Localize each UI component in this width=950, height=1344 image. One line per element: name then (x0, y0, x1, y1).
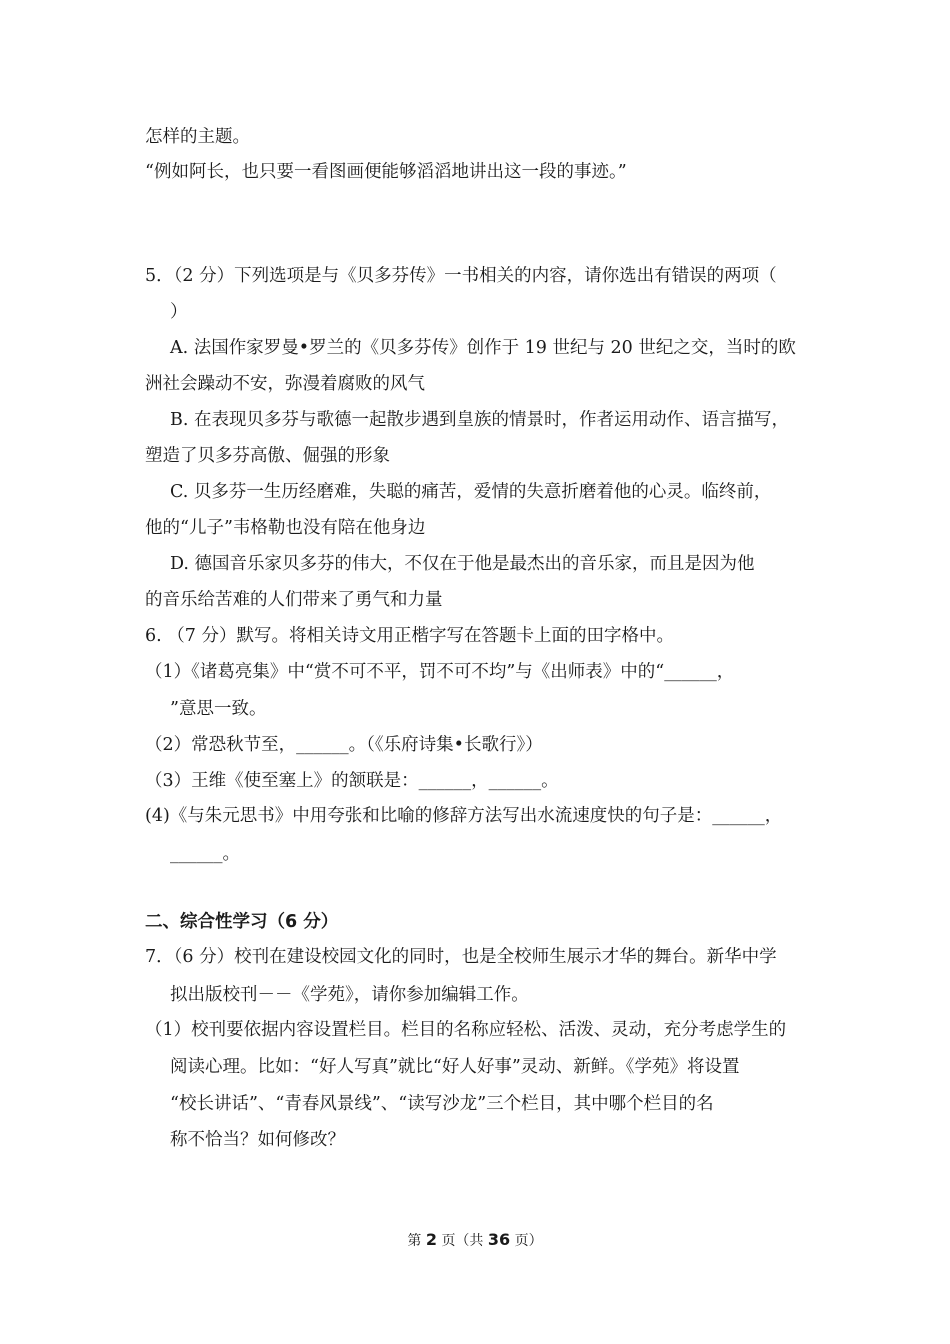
text-line: 洲社会躁动不安，弥漫着腐败的风气 (145, 374, 425, 394)
text-line: (4)《与朱元思书》中用夸张和比喻的修辞方法写出水流速度快的句子是：______， (145, 806, 783, 826)
text-line: 拟出版校刊－－《学苑》，请你参加编辑工作。 (170, 985, 529, 1005)
text-line: （3）王维《使至塞上》的颔联是：______，______。 (145, 771, 559, 791)
page-total: 36 (487, 1230, 511, 1249)
footer-mid: 页（共 (441, 1233, 484, 1249)
page-number: 2 (425, 1230, 437, 1249)
text-line: ） (170, 302, 188, 322)
text-line: 的音乐给苦难的人们带来了勇气和力量 (145, 590, 443, 610)
option-d: D. 德国音乐家贝多芬的伟大，不仅在于他是最杰出的音乐家，而且是因为他 (170, 554, 755, 574)
text-line: ______。 (170, 844, 240, 864)
text-line: ”意思一致。 (170, 699, 267, 719)
page-footer (0, 1230, 950, 1251)
question-5-stem: 5．（2 分）下列选项是与《贝多芬传》一书相关的内容，请你选出有错误的两项（ (145, 266, 777, 286)
text-line: “例如阿长，也只要一看图画便能够滔滔地讲出这一段的事迹。” (145, 162, 627, 182)
text-line: “校长讲话”、“青春风景线”、“读写沙龙”三个栏目，其中哪个栏目的名 (170, 1094, 714, 1114)
text-line: 塑造了贝多芬高傲、倔强的形象 (145, 446, 390, 466)
footer-suffix: 页） (514, 1233, 543, 1249)
text-line: 他的“儿子”韦格勒也没有陪在他身边 (145, 518, 426, 538)
question-7-stem: 7．（6 分）校刊在建设校园文化的同时，也是全校师生展示才华的舞台。新华中学 (145, 947, 777, 967)
option-c: C. 贝多芬一生历经磨难，失聪的痛苦，爱情的失意折磨着他的心灵。临终前， (170, 482, 772, 502)
option-a: A. 法国作家罗曼•罗兰的《贝多芬传》创作于 19 世纪与 20 世纪之交，当时的欧 (170, 338, 796, 358)
text-line: （1）校刊要依据内容设置栏目。栏目的名称应轻松、活泼、灵动，充分考虑学生的 (145, 1020, 787, 1040)
text-line: （1）《诸葛亮集》中“赏不可不平，罚不可不均”与《出师表》中的“______， (145, 662, 735, 682)
text-line: 怎样的主题。 (145, 127, 250, 147)
text-line: 称不恰当？如何修改？ (170, 1130, 345, 1150)
section-heading: 二、综合性学习（6 分） (145, 912, 339, 932)
text-line: 阅读心理。比如：“好人写真”就比“好人好事”灵动、新鲜。《学苑》将设置 (170, 1057, 740, 1077)
footer-prefix: 第 (407, 1233, 422, 1249)
text-line: （2）常恐秋节至，______。（《乐府诗集•长歌行》） (145, 735, 543, 755)
question-6-stem: 6. （7 分）默写。将相关诗文用正楷字写在答题卡上面的田字格中。 (145, 626, 674, 646)
option-b: B. 在表现贝多芬与歌德一起散步遇到皇族的情景时，作者运用动作、语言描写， (170, 410, 789, 430)
